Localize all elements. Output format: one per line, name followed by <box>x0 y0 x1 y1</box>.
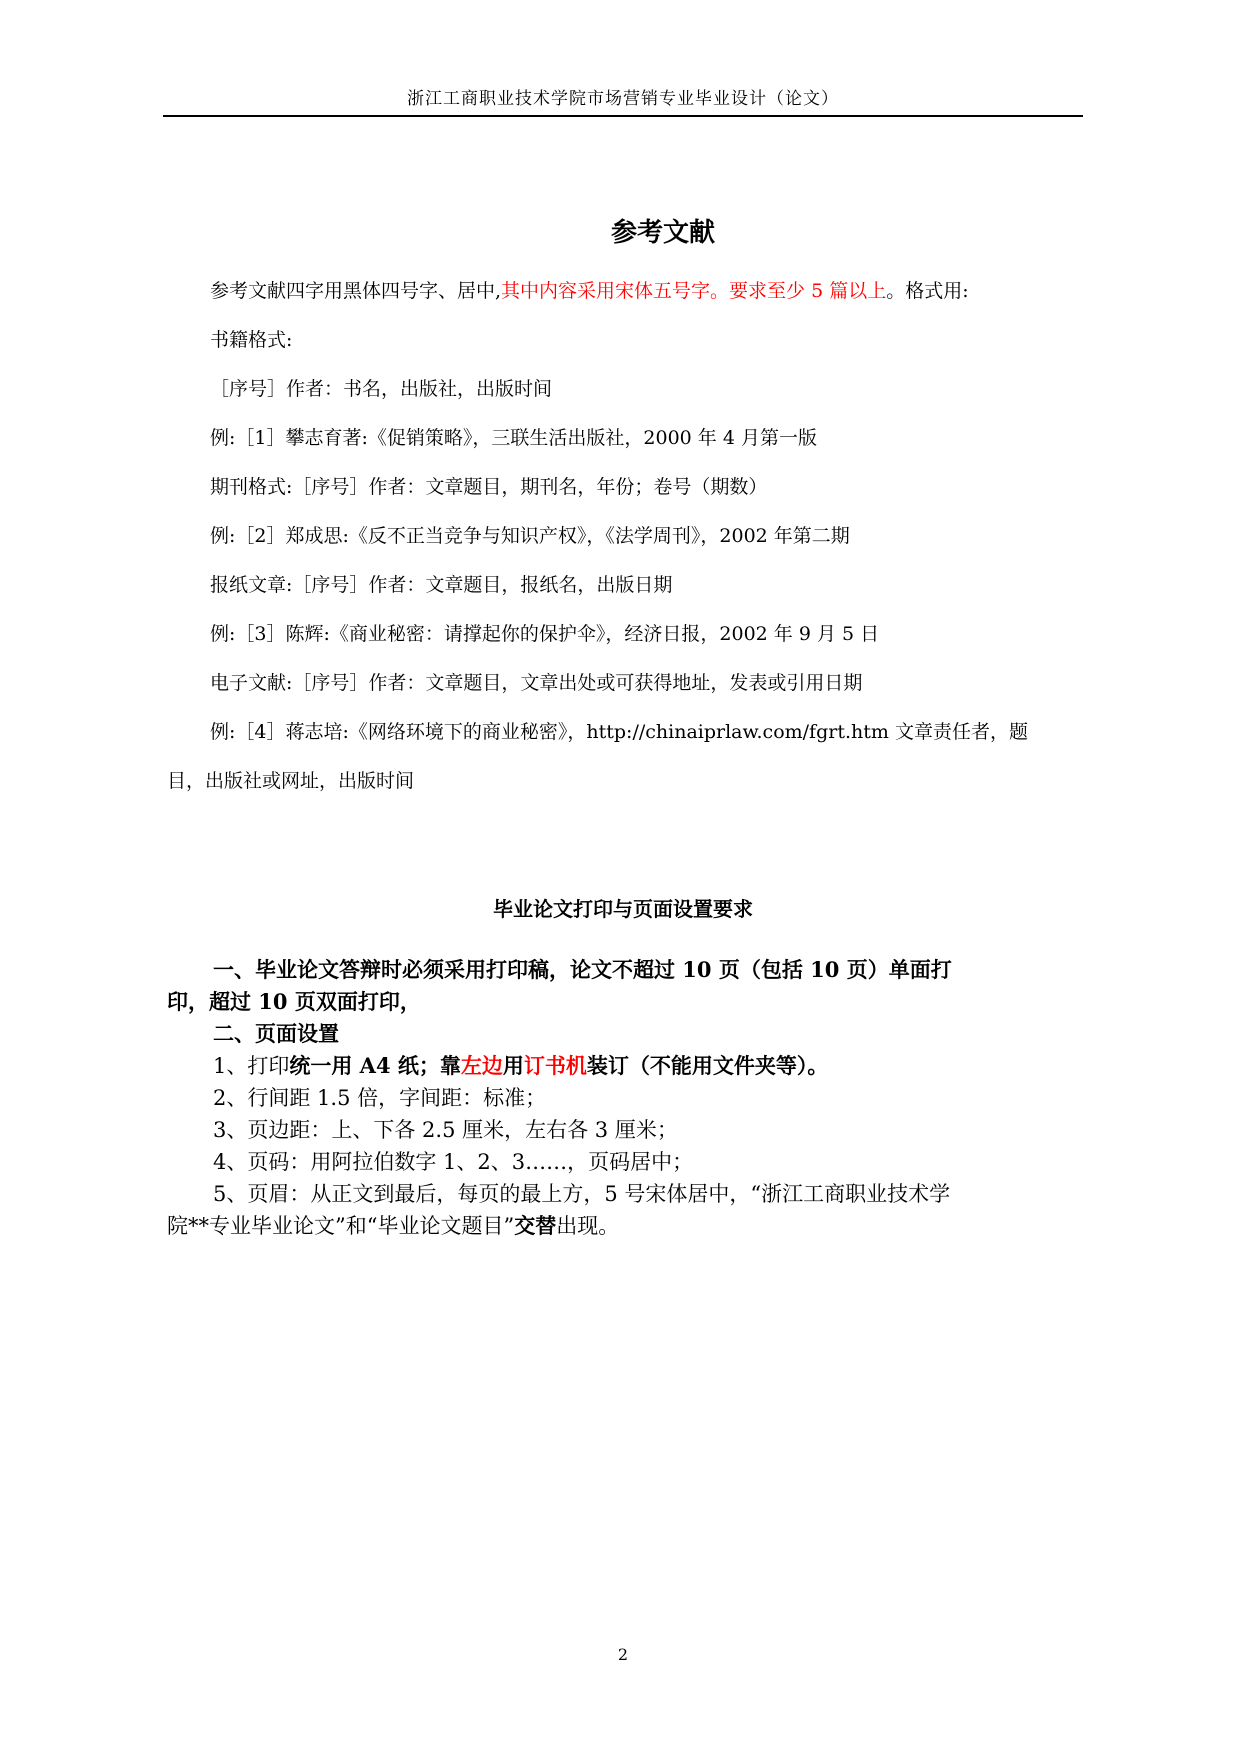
book-format-label: 书籍格式: <box>210 329 293 351</box>
page-setup-item-1-a: 1、打印 <box>213 1054 290 1078</box>
references-intro <box>210 276 969 303</box>
header-divider <box>163 115 1083 117</box>
requirement-1-line2: 印，超过 10 页双面打印， <box>167 989 421 1014</box>
print-requirements-title: 毕业论文打印与页面设置要求 <box>493 897 753 921</box>
page-setup-item-5-line2-b: 交替 <box>514 1213 557 1238</box>
page-setup-item-1-d: 用 <box>502 1053 524 1078</box>
references-intro-emphasis: 其中内容采用宋体五号字。要求至少 5 篇以上 <box>501 280 887 302</box>
page-setup-item-1-b: 统一用 A4 纸；靠 <box>289 1053 461 1078</box>
page-number: 2 <box>617 1645 629 1664</box>
page-setup-item-3: 3、页边距：上、下各 2.5 厘米，左右各 3 厘米； <box>213 1118 678 1142</box>
electronic-example-line2: 目，出版社或网址，出版时间 <box>167 770 415 792</box>
page-setup-item-1-f: 装订（不能用文件夹等）。 <box>586 1053 829 1078</box>
references-intro-tail: 。格式用: <box>886 280 969 302</box>
book-example: 例:［1］攀志育著:《促销策略》，三联生活出版社，2000 年 4 月第一版 <box>210 427 817 449</box>
page-setup-item-1-e: 订书机 <box>523 1053 587 1078</box>
page-setup-item-5-line1: 5、页眉：从正文到最后，每页的最上方，5 号宋体居中，“浙江工商职业技术学 <box>213 1182 951 1206</box>
newspaper-example: 例:［3］陈辉:《商业秘密：请撑起你的保护伞》，经济日报，2002 年 9 月 5 日 <box>210 623 880 645</box>
page-setup-item-2: 2、行间距 1.5 倍，字间距：标准； <box>213 1086 547 1110</box>
requirement-1-line1: 一、毕业论文答辩时必须采用打印稿，论文不超过 10 页（包括 10 页）单面打 <box>213 957 952 982</box>
page-setup-item-5-line2 <box>167 1210 619 1240</box>
journal-example: 例:［2］郑成思:《反不正当竞争与知识产权》，《法学周刊》，2002 年第二期 <box>210 525 850 547</box>
page-setup-item-1 <box>213 1050 828 1080</box>
electronic-format: 电子文献:［序号］作者：文章题目，文章出处或可获得地址，发表或引用日期 <box>210 672 863 694</box>
page-setup-item-4: 4、页码：用阿拉伯数字 1、2、3……，页码居中； <box>213 1150 694 1174</box>
references-intro-text: 参考文献四字用黑体四号字、居中, <box>210 280 502 302</box>
newspaper-format: 报纸文章:［序号］作者：文章题目，报纸名，出版日期 <box>210 574 673 596</box>
running-header: 浙江工商职业技术学院市场营销专业毕业设计（论文） <box>407 89 839 109</box>
page-setup-item-5-line2-c: 出现。 <box>556 1214 620 1238</box>
references-title: 参考文献 <box>610 218 715 248</box>
journal-format: 期刊格式:［序号］作者：文章题目，期刊名，年份；卷号（期数） <box>210 476 768 498</box>
page-setup-item-1-c: 左边 <box>460 1053 503 1078</box>
book-format: ［序号］作者：书名，出版社，出版时间 <box>210 378 553 400</box>
page-setup-item-5-line2-a: 院**专业毕业论文”和“毕业论文题目” <box>167 1214 515 1238</box>
electronic-example-line1: 例:［4］蒋志培:《网络环境下的商业秘密》，http://chinaiprlaw.com/fgrt.htm 文章责任者，题 <box>210 721 1028 743</box>
requirement-2-heading: 二、页面设置 <box>213 1021 339 1046</box>
